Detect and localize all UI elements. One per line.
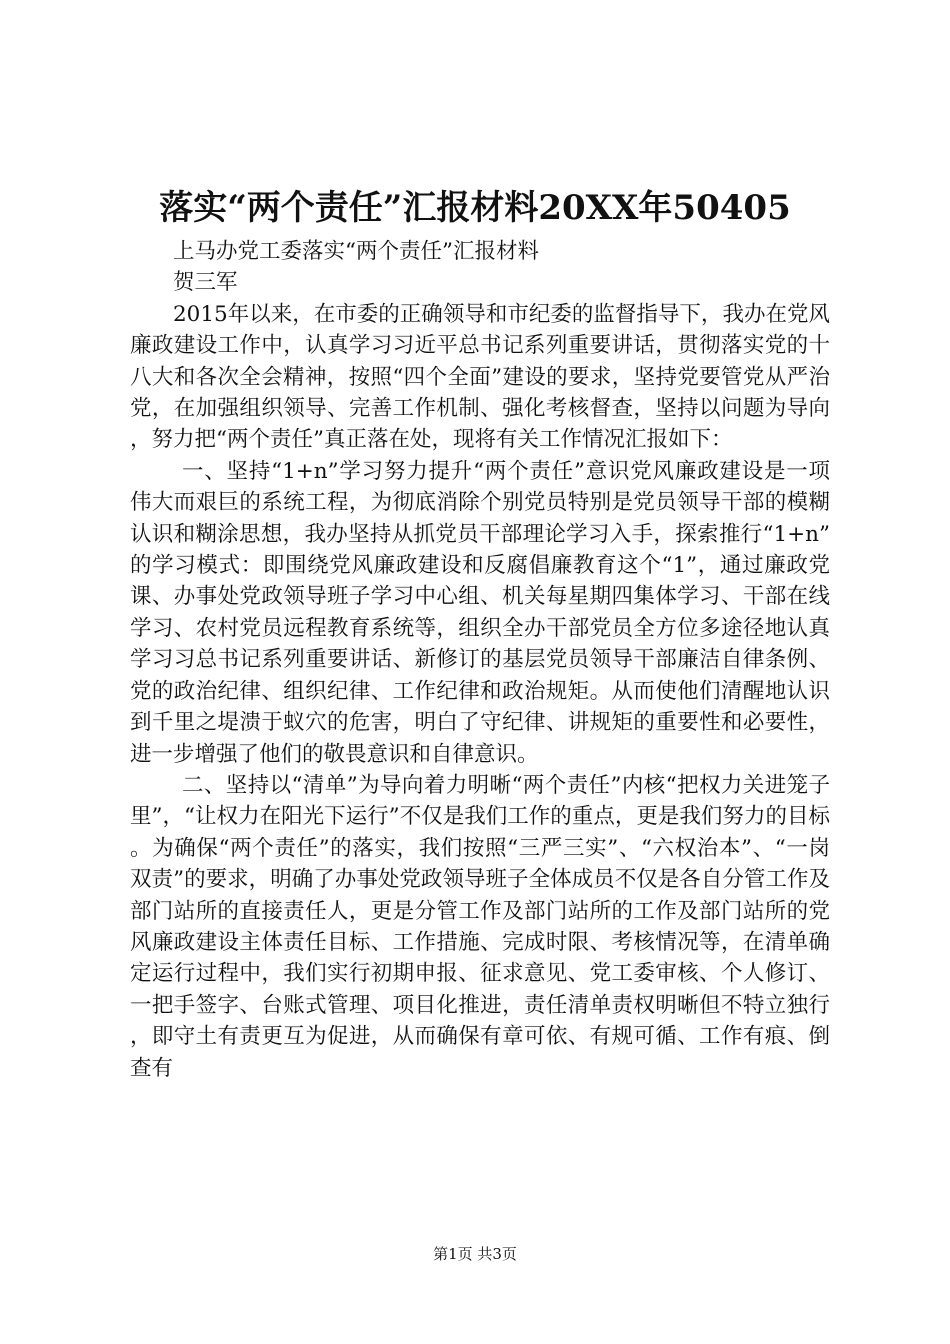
paragraph-intro: 2015年以来，在市委的正确领导和市纪委的监督指导下，我办在党风廉政建设工作中，认真学习习近平总书记系列重要讲话，贯彻落实党的十八大和各次全会精神，按照“四个全面”建设的要求，坚持党要管党从严治党，在加强组织领导、完善工作机制、强化考核督查，坚持以问题为导向，努力把“两个责任”真正落在处，现将有关工作情况汇报如下： bbox=[130, 301, 830, 453]
paragraph-section-two: 二、坚持以“清单”为导向着力明晰“两个责任”内核“把权力关进笼子里”，“让权力在阳光下运行”不仅是我们工作的重点，更是我们努力的目标。为确保“两个责任”的落实，我们按照“三严三实”、“六权治本”、“一岗双责”的要求，明确了办事处党政领导班子全体成员不仅是各自分管工作及部门站所的直接责任人，更是分管工作及部门站所的工作及部门站所的党风廉政建设主体责任目标、工作措施、完成时限、考核情况等，在清单确定运行过程中，我们实行初期申报、征求意见、党工委审核、个人修订、一把手签字、台账式管理、项目化推进，责任清单责权明晰但不特立独行，即守土有责更互为促进，从而确保有章可依、有规可循、工作有痕、倒查有 bbox=[130, 772, 830, 1081]
document-title: 落实“两个责任”汇报材料20XX年50405 bbox=[159, 188, 791, 228]
document-author: 贺三军 bbox=[173, 270, 238, 296]
page-footer: 第1页 共3页 bbox=[433, 1245, 517, 1263]
paragraph-section-one: 一、坚持“1+n”学习努力提升“两个责任”意识党风廉政建设是一项伟大而艰巨的系统工程，为彻底消除个别党员特别是党员领导干部的模糊认识和糊涂思想，我办坚持从抓党员干部理论学习入手，探索推行“1+n”的学习模式：即围绕党风廉政建设和反腐倡廉教育这个“1”，通过廉政党课、办事处党政领导班子学习中心组、机关每星期四集体学习、干部在线学习、农村党员远程教育系统等，组织全办干部党员全方位多途径地认真学习习总书记系列重要讲话、新修订的基层党员领导干部廉洁自律条例、党的政治纪律、组织纪律、工作纪律和政治规矩。从而使他们清醒地认识到千里之堤溃于蚁穴的危害，明白了守纪律、讲规矩的重要性和必要性，进一步增强了他们的敬畏意识和自律意识。 bbox=[130, 458, 830, 767]
document-body bbox=[130, 236, 830, 1084]
document-subtitle: 上马办党工委落实“两个责任”汇报材料 bbox=[173, 239, 539, 264]
